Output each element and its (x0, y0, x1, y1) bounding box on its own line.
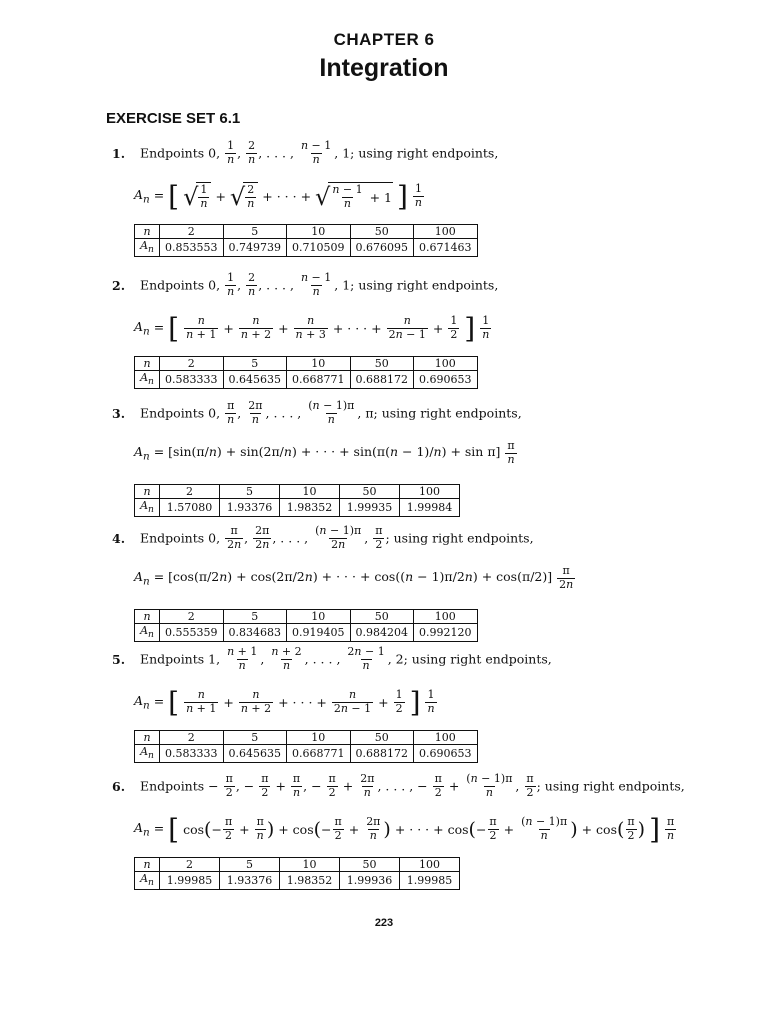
table-cell: 100 (414, 357, 478, 371)
table-cell: 50 (350, 225, 414, 239)
table-cell: 2 (160, 858, 220, 872)
chapter-title: Integration (319, 54, 449, 82)
table-header-row (135, 858, 460, 872)
table-header-row (135, 731, 478, 745)
table-header-row (135, 357, 478, 371)
table-cell: 0.834683 (223, 624, 287, 642)
table-cell: n (135, 357, 160, 371)
table-cell: 0.583333 (160, 745, 224, 763)
table-cell: 2 (160, 610, 224, 624)
table-cell: 0.853553 (160, 239, 224, 257)
values-table (134, 857, 460, 890)
exercise-number: 6. (112, 778, 126, 794)
table-cell: n (135, 731, 160, 745)
table-cell: 1.99985 (400, 872, 460, 890)
exercise-6 (112, 773, 752, 890)
table-cell: 5 (223, 731, 287, 745)
table-cell: 2 (160, 731, 224, 745)
exercise-number: 4. (112, 530, 126, 546)
table-cell: 0.668771 (287, 745, 351, 763)
table-cell: 2 (160, 225, 224, 239)
table-cell: $A_n$ (135, 371, 160, 389)
table-cell: 5 (223, 357, 287, 371)
exercise-number: 3. (112, 405, 126, 421)
table-cell: 0.671463 (414, 239, 478, 257)
table-cell: 100 (414, 225, 478, 239)
exercise-endpoints: 6. Endpoints − $\frac{\pi}{2}$ , − $\frac{\pi}{2}$ + $\frac{\pi}{n}$ , − $\frac{\pi}{2}$ + $\frac{2\pi}{n}$ , . . . , − $\frac{\pi}{2}$ + $\frac{(n - 1)\pi}{n}$ , $\frac{\pi}{2}$ ; using right endpoints, (112, 772, 685, 799)
table-cell: n (135, 610, 160, 624)
chapter-label: CHAPTER 6 (333, 30, 435, 49)
exercise-number: 5. (112, 651, 126, 667)
table-cell: 1.99985 (160, 872, 220, 890)
exercise-formula: $A_n$ = [ cos(− $\frac{\pi}{2}$ + $\frac{\pi}{n}$ ) + cos(− $\frac{\pi}{2}$ + $\frac{2\pi}{n}$ ) + · · · + cos(− $\frac{\pi}{2}$ + $\frac{(n - 1)\pi}{n}$ ) + cos( $\frac{\pi}{2}$ ) ] $\frac{\pi}{n}$ (134, 813, 675, 846)
table-cell: 2 (160, 485, 220, 499)
table-cell: 5 (220, 485, 280, 499)
values-table (134, 356, 478, 389)
table-header-row (135, 225, 478, 239)
page-number: 223 (374, 917, 394, 929)
table-cell: 0.676095 (350, 239, 414, 257)
table-cell: 0.688172 (350, 371, 414, 389)
values-table (134, 730, 478, 763)
exercise-endpoints: 2. Endpoints 0, $\frac{1}{n}$ , $\frac{2}{n}$ , . . . , $\frac{n - 1}{n}$ , 1; using right endpoints, (112, 271, 499, 298)
table-cell: 0.645635 (223, 371, 287, 389)
exercise-endpoints: 4. Endpoints 0, $\frac{\pi}{2n}$ , $\frac{2\pi}{2n}$ , . . . , $\frac{(n - 1)\pi}{2n}$ , $\frac{\pi}{2}$ ; using right endpoints, (112, 524, 534, 551)
table-cell: 0.645635 (223, 745, 287, 763)
table-row (135, 371, 478, 389)
table-cell: 0.688172 (350, 745, 414, 763)
table-cell: 10 (287, 610, 351, 624)
table-cell: 50 (350, 610, 414, 624)
table-cell: 1.93376 (220, 499, 280, 517)
table-cell: 5 (220, 858, 280, 872)
table-cell: 10 (287, 225, 351, 239)
table-cell: 10 (280, 858, 340, 872)
table-cell: 100 (414, 731, 478, 745)
table-cell: 50 (340, 485, 400, 499)
values-table (134, 224, 478, 257)
values-table (134, 609, 478, 642)
exercise-4 (112, 525, 752, 642)
table-cell: 0.749739 (223, 239, 287, 257)
table-cell: n (135, 858, 160, 872)
table-cell: n (135, 225, 160, 239)
table-cell: 1.57080 (160, 499, 220, 517)
exercise-1 (112, 140, 752, 257)
table-cell: 0.690653 (414, 371, 478, 389)
exercise-number: 1. (112, 145, 126, 161)
table-cell: $A_n$ (135, 624, 160, 642)
table-row (135, 499, 460, 517)
table-cell: 0.710509 (287, 239, 351, 257)
table-cell: 100 (400, 485, 460, 499)
table-cell: 1.99984 (400, 499, 460, 517)
table-header-row (135, 485, 460, 499)
exercise-endpoints: 3. Endpoints 0, $\frac{\pi}{n}$ , $\frac{2\pi}{n}$ , . . . , $\frac{(n - 1)\pi}{n}$ , π; using right endpoints, (112, 399, 522, 426)
table-cell: 100 (400, 858, 460, 872)
exercise-endpoints: 1. Endpoints 0, $\frac{1}{n}$ , $\frac{2}{n}$ , . . . , $\frac{n - 1}{n}$ , 1; using right endpoints, (112, 139, 499, 166)
table-cell: 0.992120 (414, 624, 478, 642)
table-cell: 1.99936 (340, 872, 400, 890)
exercise-5 (112, 646, 752, 763)
table-cell: 0.555359 (160, 624, 224, 642)
table-cell: 10 (287, 357, 351, 371)
table-cell: 1.98352 (280, 499, 340, 517)
exercise-endpoints: 5. Endpoints 1, $\frac{n + 1}{n}$ , $\frac{n + 2}{n}$ , . . . , $\frac{2n - 1}{n}$ , 2; using right endpoints, (112, 645, 552, 672)
table-cell: 50 (340, 858, 400, 872)
table-cell: 1.93376 (220, 872, 280, 890)
exercise-formula: $A_n$ = [ $\frac{n}{n + 1}$ + $\frac{n}{n + 2}$ + $\frac{n}{n + 3}$ + · · · + $\frac{n}{2n - 1}$ + $\frac{1}{2}$ ] $\frac{1}{n}$ (134, 312, 490, 345)
table-cell: 2 (160, 357, 224, 371)
table-cell: 0.984204 (350, 624, 414, 642)
table-cell: $A_n$ (135, 499, 160, 517)
table-cell: 50 (350, 357, 414, 371)
values-table (134, 484, 460, 517)
table-cell: $A_n$ (135, 239, 160, 257)
exercise-formula: $A_n = [\cos(\pi/2n) + \cos(2\pi/2n)$ + · · · + cos((n − 1)π/2n) + cos(π/2)] $\frac{\pi}{2n}$ (134, 564, 574, 591)
table-cell: $A_n$ (135, 745, 160, 763)
table-row (135, 624, 478, 642)
exercise-3 (112, 400, 752, 517)
table-row (135, 745, 478, 763)
table-cell: 0.583333 (160, 371, 224, 389)
table-cell: 5 (223, 225, 287, 239)
table-cell: 0.690653 (414, 745, 478, 763)
table-cell: 10 (287, 731, 351, 745)
table-cell: 5 (223, 610, 287, 624)
exercise-formula: $A_n = [\sin(\pi/n) + \sin(2\pi/n)$ + · · · + sin(π(n − 1)/n) + sin π] $\frac{\pi}{n}$ (134, 439, 515, 466)
exercise-number: 2. (112, 277, 126, 293)
table-cell: 1.98352 (280, 872, 340, 890)
exercise-set-heading: EXERCISE SET 6.1 (106, 110, 241, 127)
exercise-formula: $A_n$ = [ $\frac{n}{n + 1}$ + $\frac{n}{n + 2}$ + · · · + $\frac{n}{2n - 1}$ + $\frac{1}{2}$ ] $\frac{1}{n}$ (134, 686, 435, 719)
table-cell: 0.919405 (287, 624, 351, 642)
table-cell: 10 (280, 485, 340, 499)
table-cell: n (135, 485, 160, 499)
table-cell: 100 (414, 610, 478, 624)
exercise-formula: $A_n$ = [ √ $\frac{1}{n}$ + √ $\frac{2}{n}$ + · · · + √ $\frac{n - 1}{n}$ + 1 ] $\frac{1}{n}$ (134, 180, 422, 213)
table-cell: $A_n$ (135, 872, 160, 890)
table-cell: 50 (350, 731, 414, 745)
table-cell: 1.99935 (340, 499, 400, 517)
table-row (135, 872, 460, 890)
table-row (135, 239, 478, 257)
table-cell: 0.668771 (287, 371, 351, 389)
exercise-2 (112, 272, 752, 389)
table-header-row (135, 610, 478, 624)
